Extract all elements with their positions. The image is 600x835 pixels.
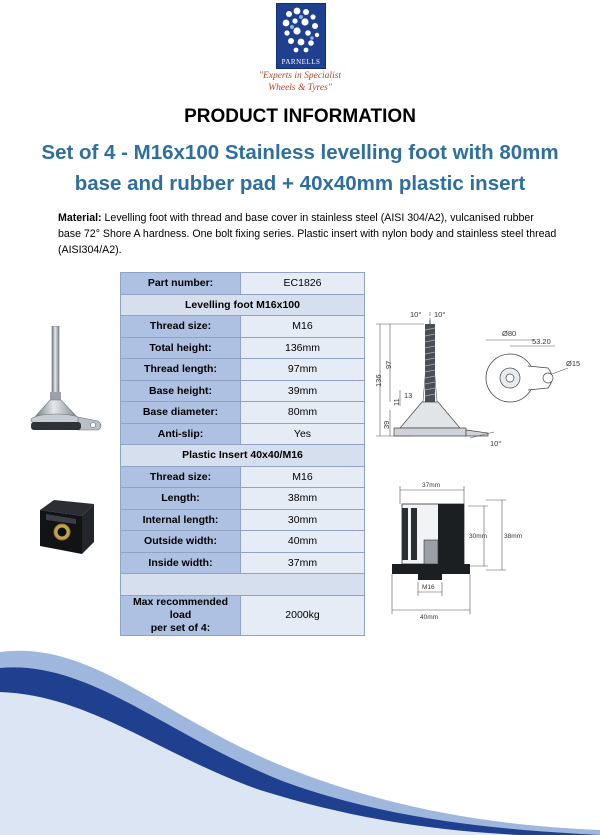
table-row xyxy=(121,337,365,359)
spec-value: 37mm xyxy=(241,552,365,574)
spec-value: 30mm xyxy=(241,509,365,531)
table-row xyxy=(121,466,365,488)
material-description xyxy=(58,210,558,258)
foot-diameter-label: Ø80 xyxy=(502,329,517,338)
max-load-label-line-1: Max recommended load xyxy=(132,595,229,621)
spec-blank-row xyxy=(121,574,365,596)
spec-value-part-number: EC1826 xyxy=(241,273,365,295)
product-title-line-2: base and rubber pad + 40x40mm plastic insert xyxy=(74,172,526,195)
product-title-line-1: Set of 4 - M16x100 Stainless levelling foot with 80mm xyxy=(41,141,559,164)
spec-label: Base diameter: xyxy=(121,402,241,424)
table-row xyxy=(121,509,365,531)
spec-label: Base height: xyxy=(121,380,241,402)
table-row xyxy=(121,488,365,510)
spec-value: 40mm xyxy=(241,531,365,553)
table-row xyxy=(121,316,365,338)
table-row xyxy=(121,380,365,402)
spec-label: Outside width: xyxy=(121,531,241,553)
foot-total-height-label: 136 xyxy=(374,374,383,387)
foot-thread-length-label: 97 xyxy=(384,360,393,369)
spec-label-part-number: Part number: xyxy=(121,273,241,295)
foot-dim-13-label: 13 xyxy=(404,391,413,400)
spec-value: 136mm xyxy=(241,337,365,359)
spec-value: 39mm xyxy=(241,380,365,402)
spec-label: Thread size: xyxy=(121,466,241,488)
company-logo xyxy=(276,3,326,69)
insert-dim-bottom-label: 40mm xyxy=(420,614,439,621)
insert-dim-top-label: 37mm xyxy=(422,482,441,489)
table-row xyxy=(121,359,365,381)
foot-angle-right-label: 10° xyxy=(434,310,446,319)
material-label: Material: xyxy=(58,212,102,224)
spec-section-header xyxy=(121,445,365,467)
spec-section-header xyxy=(121,294,365,316)
spec-label: Inside width: xyxy=(121,552,241,574)
foot-angle-left-label: 10° xyxy=(410,310,422,319)
spec-value: M16 xyxy=(241,466,365,488)
page-heading: PRODUCT INFORMATION xyxy=(184,106,416,127)
foot-base-height-label: 39 xyxy=(382,420,391,429)
spec-label: Internal length: xyxy=(121,509,241,531)
spec-value: M16 xyxy=(241,316,365,338)
spec-value: 97mm xyxy=(241,359,365,381)
spec-value: Yes xyxy=(241,423,365,445)
plastic-insert-photo xyxy=(36,496,102,560)
decorative-wave-footer xyxy=(0,630,600,835)
logo-brand-name: PARNELLS xyxy=(281,58,321,66)
foot-dim-11-label: 11 xyxy=(392,398,401,406)
spec-section-insert: Plastic Insert 40x40/M16 xyxy=(121,445,365,467)
spec-value: 38mm xyxy=(241,488,365,510)
table-row xyxy=(121,423,365,445)
insert-dim-inner-label: 30mm xyxy=(469,533,488,540)
table-row xyxy=(121,595,365,635)
spec-label: Thread length: xyxy=(121,359,241,381)
insert-technical-drawing xyxy=(378,478,538,624)
tagline-line-2: Wheels & Tyres" xyxy=(268,83,332,93)
spec-section-foot: Levelling foot M16x100 xyxy=(121,294,365,316)
levelling-foot-photo xyxy=(26,326,106,442)
insert-dim-thread-label: M16 xyxy=(422,584,435,591)
material-text: Levelling foot with thread and base cover in stainless steel (AISI 304/A2), vulcanised rubber base 72° Shore A hardness. One bolt fixing series. Plastic insert with nylon body and stainless steel thread (AISI304/A2). xyxy=(58,212,557,256)
spec-label: Anti-slip: xyxy=(121,423,241,445)
spec-label: Total height: xyxy=(121,337,241,359)
table-row xyxy=(121,552,365,574)
max-load-label-line-2: per set of 4: xyxy=(150,621,211,634)
spec-label: Thread size: xyxy=(121,316,241,338)
foot-dim-53-label: 53.20 xyxy=(532,337,551,346)
spec-blank-cell xyxy=(121,574,365,596)
spec-value-max-load: 2000kg xyxy=(241,595,365,635)
foot-technical-drawing xyxy=(370,306,590,454)
foot-base-angle-label: 10° xyxy=(490,439,502,448)
insert-dim-outer-label: 38mm xyxy=(504,533,523,540)
spec-label: Length: xyxy=(121,488,241,510)
spec-row-part-number xyxy=(121,273,365,295)
logo-dots-graphic xyxy=(277,4,325,56)
tagline-line-1: "Experts in Specialist xyxy=(258,71,342,81)
table-row xyxy=(121,402,365,424)
spec-value: 80mm xyxy=(241,402,365,424)
foot-hole-diameter-label: Ø15 xyxy=(566,359,581,368)
spec-table xyxy=(120,272,365,636)
spec-label-max-load xyxy=(121,595,241,635)
table-row xyxy=(121,531,365,553)
